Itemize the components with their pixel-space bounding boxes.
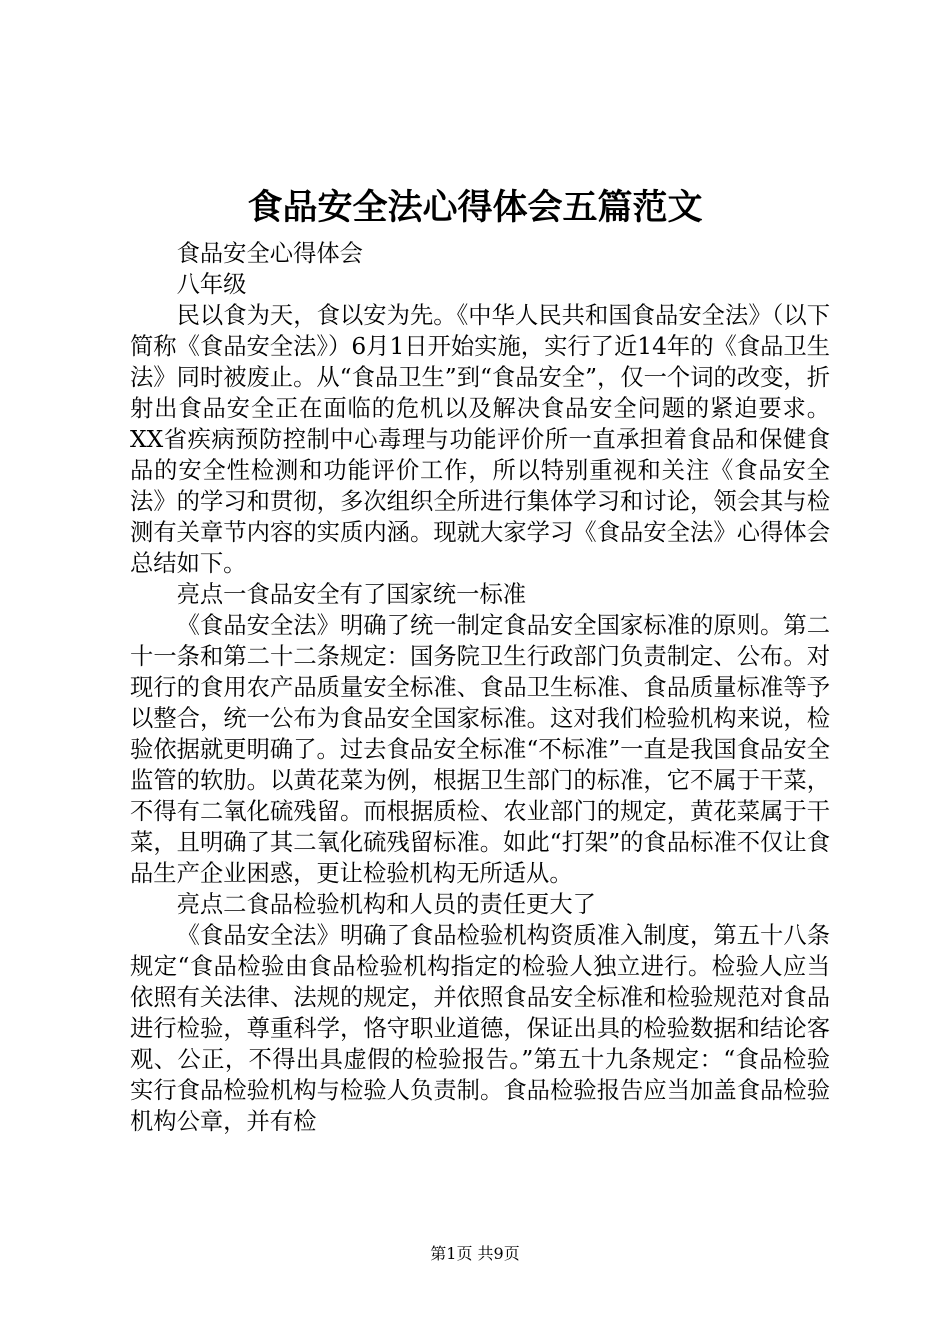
highlight-two-heading: 亮点二食品检验机构和人员的责任更大了: [176, 891, 596, 918]
highlight-two-paragraph: 《食品安全法》明确了食品检验机构资质准入制度，第五十八条规定“食品检验由食品检验机构指定的检验人独立进行。检验人应当依照有关法律、法规的规定，并依照食品安全标准和检验规范对食品进行检验，尊重科学，恪守职业道德，保证出具的检验数据和结论客观、公正，不得出具虚假的检验报告。”第五十九条规定：“食品检验实行食品检验机构与检验人负责制。食品检验报告应当加盖食品检验机构公章，并有检: [130, 922, 830, 1135]
intro-paragraph: 民以食为天，食以安为先。《中华人民共和国食品安全法》（以下简称《食品安全法》）6月1日开始实施，实行了近14年的《食品卫生法》同时被废止。从“食品卫生”到“食品安全”，仅一个词的改变，折射出食品安全正在面临的危机以及解决食品安全问题的紧迫要求。XX省疾病预防控制中心毒理与功能评价所一直承担着食品和保健食品的安全性检测和功能评价工作，所以特别重视和关注《食品安全法》的学习和贯彻，多次组织全所进行集体学习和讨论，领会其与检测有关章节内容的实质内涵。现就大家学习《食品安全法》心得体会总结如下。: [130, 302, 830, 577]
document-title: 食品安全法心得体会五篇范文: [247, 187, 703, 228]
grade-paragraph: 八年级: [176, 271, 247, 298]
page-footer: 第1页 共9页: [430, 1244, 520, 1263]
highlight-one-heading: 亮点一食品安全有了国家统一标准: [176, 581, 527, 608]
document-body: [130, 238, 830, 1137]
highlight-one-paragraph: 《食品安全法》明确了统一制定食品安全国家标准的原则。第二十一条和第二十二条规定：国务院卫生行政部门负责制定、公布。对现行的食用农产品质量安全标准、食品卫生标准、食品质量标准等予以整合，统一公布为食品安全国家标准。这对我们检验机构来说，检验依据就更明确了。过去食品安全标准“不标准”一直是我国食品安全监管的软肋。以黄花菜为例，根据卫生部门的标准，它不属于干菜，不得有二氧化硫残留。而根据质检、农业部门的规定，黄花菜属于干菜，且明确了其二氧化硫残留标准。如此“打架”的食品标准不仅让食品生产企业困惑，更让检验机构无所适从。: [130, 612, 830, 887]
subtitle-paragraph: 食品安全心得体会: [176, 240, 363, 267]
